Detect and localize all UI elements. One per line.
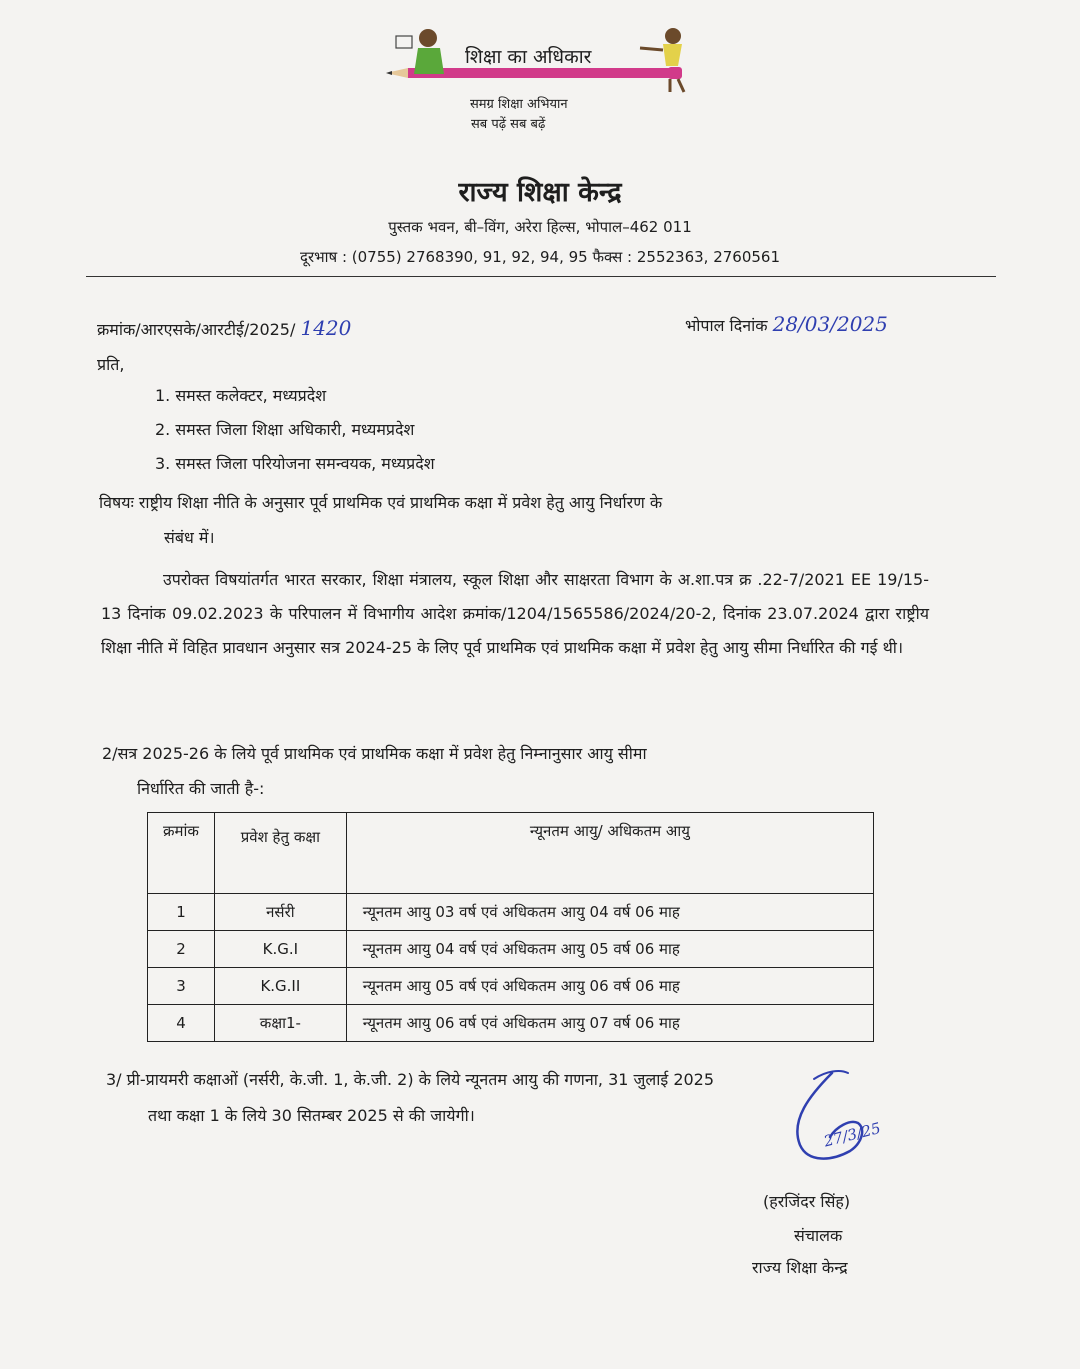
- reference-line: [97, 316, 351, 340]
- header-divider: [86, 276, 996, 277]
- row-serial: 1: [148, 894, 215, 931]
- signatory-name: (हरजिंदर सिंह): [763, 1192, 851, 1211]
- org-phone: दूरभाष : (0755) 2768390, 91, 92, 94, 95 फैक्स : 2552363, 2760561: [299, 248, 781, 266]
- tagline-slogan: सब पढ़ें सब बढ़ें: [471, 117, 546, 132]
- paragraph-2-line: 2/सत्र 2025-26 के लिये पूर्व प्राथमिक एवं प्राथमिक कक्षा में प्रवेश हेतु निम्नानुसार आयु सीमा: [102, 744, 647, 763]
- row-class: K.G.II: [214, 968, 346, 1005]
- column-header-age-range: न्यूनतम आयु/ अधिकतम आयु: [346, 813, 873, 894]
- row-serial: 2: [148, 931, 215, 968]
- to-label: प्रति,: [97, 355, 125, 374]
- table-row: [148, 931, 874, 968]
- date-value: 28/03/2025: [772, 312, 888, 336]
- handwritten-signature: [770, 1065, 930, 1175]
- column-header-class: प्रवेश हेतु कक्षा: [214, 813, 346, 894]
- recipient-item: 1. समस्त कलेक्टर, मध्यप्रदेश: [155, 386, 327, 405]
- row-serial: 4: [148, 1005, 215, 1042]
- org-name: राज्य शिक्षा केन्द्र: [458, 177, 622, 208]
- row-class: नर्सरी: [214, 894, 346, 931]
- paragraph-3-line: 3/ प्री-प्रायमरी कक्षाओं (नर्सरी, के.जी. 1, के.जी. 2) के लिये न्यूनतम आयु की गणना, 31 जुलाई 2025: [106, 1070, 715, 1089]
- age-limit-table: [147, 812, 874, 1042]
- reference-label: क्रमांक/आरएसके/आरटीई/2025/: [97, 320, 296, 339]
- signatory-org: राज्य शिक्षा केन्द्र: [752, 1258, 848, 1277]
- row-serial: 3: [148, 968, 215, 1005]
- subject-line: विषयः राष्ट्रीय शिक्षा नीति के अनुसार पूर्व प्राथमिक एवं प्राथमिक कक्षा में प्रवेश हेतु आयु निर्धारण के: [99, 493, 663, 512]
- recipient-item: 2. समस्त जिला शिक्षा अधिकारी, मध्यमप्रदेश: [155, 420, 415, 439]
- date-line: [685, 312, 888, 336]
- table-row: [148, 968, 874, 1005]
- paragraph-3-cont: तथा कक्षा 1 के लिये 30 सितम्बर 2025 से की जायेगी।: [148, 1106, 475, 1125]
- row-age-range: न्यूनतम आयु 05 वर्ष एवं अधिकतम आयु 06 वर्ष 06 माह: [346, 968, 873, 1005]
- girl-reading-icon: [396, 29, 444, 74]
- table-row: [148, 1005, 874, 1042]
- logo-title: शिक्षा का अधिकार: [465, 46, 592, 68]
- tagline-abhiyan: समग्र शिक्षा अभियान: [470, 97, 568, 112]
- boy-on-pencil-icon: [640, 28, 684, 92]
- table-header-row: [148, 813, 874, 894]
- row-age-range: न्यूनतम आयु 04 वर्ष एवं अधिकतम आयु 05 वर्ष 06 माह: [346, 931, 873, 968]
- row-class: कक्षा1-: [214, 1005, 346, 1042]
- paragraph-2-cont: निर्धारित की जाती है-:: [137, 779, 265, 798]
- reference-number: 1420: [300, 316, 352, 340]
- subject-line-cont: संबंध में।: [164, 528, 215, 547]
- signatory-title: संचालक: [794, 1226, 843, 1245]
- row-age-range: न्यूनतम आयु 03 वर्ष एवं अधिकतम आयु 04 वर्ष 06 माह: [346, 894, 873, 931]
- signature-date: 27/3/25: [822, 1119, 883, 1151]
- table-row: [148, 894, 874, 931]
- paragraph-1: उपरोक्त विषयांतर्गत भारत सरकार, शिक्षा मंत्रालय, स्कूल शिक्षा और साक्षरता विभाग के अ.शा.पत्र क्र .22-7/2021 EE 19/15-13 दिनांक 09.02.2023 के परिपालन में विभागीय आदेश क्रमांक/1204/1565586/2024/20-2, दिनांक 23.07.2024 द्वारा राष्ट्रीय शिक्षा नीति में विहित प्रावधान अनुसार सत्र 2024-25 के लिए पूर्व प्राथमिक एवं प्राथमिक कक्षा में प्रवेश हेतु आयु सीमा निर्धारित की गई थी।: [101, 570, 929, 657]
- org-address: पुस्तक भवन, बी–विंग, अरेरा हिल्स, भोपाल–462 011: [388, 218, 692, 236]
- recipient-item: 3. समस्त जिला परियोजना समन्वयक, मध्यप्रदेश: [155, 454, 435, 473]
- column-header-serial: क्रमांक: [148, 813, 215, 894]
- row-class: K.G.I: [214, 931, 346, 968]
- date-label: भोपाल दिनांक: [685, 316, 768, 335]
- row-age-range: न्यूनतम आयु 06 वर्ष एवं अधिकतम आयु 07 वर्ष 06 माह: [346, 1005, 873, 1042]
